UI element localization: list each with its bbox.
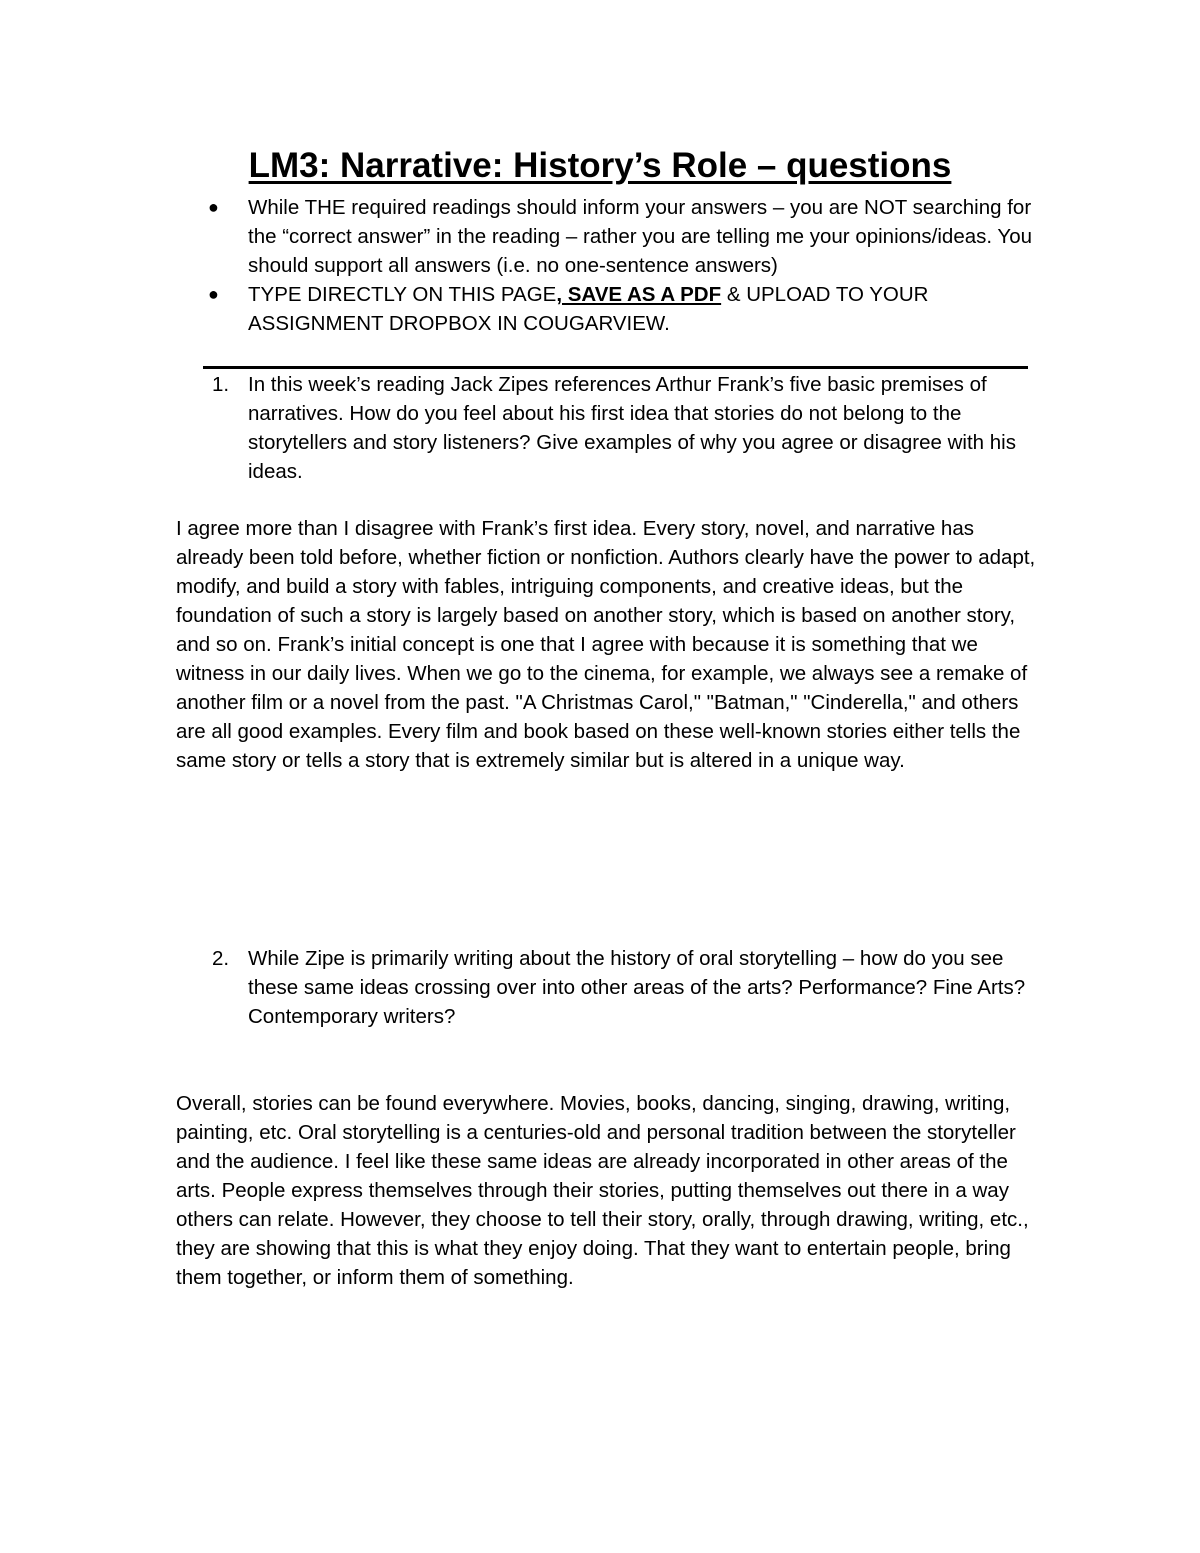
question-2 xyxy=(212,944,1032,1031)
answer-1: I agree more than I disagree with Frank’s first idea. Every story, novel, and narrative has already been told before, whether fiction or nonfiction. Authors clearly have the power to adapt, modify, and build a story with fables, intriguing components, and creative ideas, but the foundation of such a story is largely based on another story, which is based on another story, and so on. Frank’s initial concept is one that I agree with because it is something that we witness in our daily lives. When we go to the cinema, for example, we always see a remake of another film or a novel from the past. "A Christmas Carol," "Batman," "Cinderella," and others are all good examples. Every film and book based on these well-known stories either tells the same story or tells a story that is extremely similar but is altered in a unique way. xyxy=(176,517,1036,772)
question-number: 2. xyxy=(212,947,230,970)
instruction-item xyxy=(208,280,1032,338)
page-title: LM3: Narrative: History’s Role – questions xyxy=(248,146,952,185)
answer-2: Overall, stories can be found everywhere. Movies, books, dancing, singing, drawing, writing, painting, etc. Oral storytelling is a centuries-old and personal tradition between the storyteller and the audience. I feel like these same ideas are already incorporated in other areas of the arts. People express themselves through their stories, putting themselves out there in a way others can relate. However, they choose to tell their story, orally, through drawing, writing, etc., they are showing that this is what they enjoy doing. That they want to entertain people, bring them together, or inform them of something. xyxy=(176,1092,1029,1289)
question-text: While Zipe is primarily writing about the history of oral storytelling – how do you see these same ideas crossing over into other areas of the arts? Performance? Fine Arts? Contemporary writers? xyxy=(248,947,1026,1028)
bullet-icon: ● xyxy=(208,197,219,217)
instruction-emphasis: , SAVE AS A PDF xyxy=(556,283,722,306)
question-number: 1. xyxy=(212,373,230,396)
instruction-text: While THE required readings should inform your answers – you are NOT searching for the “correct answer” in the reading – rather you are telling me your opinions/ideas. You should support all answers (i.e. no one-sentence answers) xyxy=(248,196,1033,277)
instruction-text-before: TYPE DIRECTLY ON THIS PAGE xyxy=(248,283,557,306)
instruction-text xyxy=(212,280,1032,338)
instructions-list xyxy=(208,193,1033,338)
bullet-icon: ● xyxy=(208,284,219,304)
question-1 xyxy=(212,370,1032,486)
instruction-text-after: & UPLOAD TO YOUR ASSIGNMENT DROPBOX IN COUGARVIEW. xyxy=(248,283,929,335)
question-text: In this week’s reading Jack Zipes references Arthur Frank’s five basic premises of narratives. How do you feel about his first idea that stories do not belong to the storytellers and story listeners? Give examples of why you agree or disagree with his ideas. xyxy=(248,373,1016,483)
horizontal-divider xyxy=(203,366,1028,369)
instruction-item xyxy=(208,193,1033,280)
